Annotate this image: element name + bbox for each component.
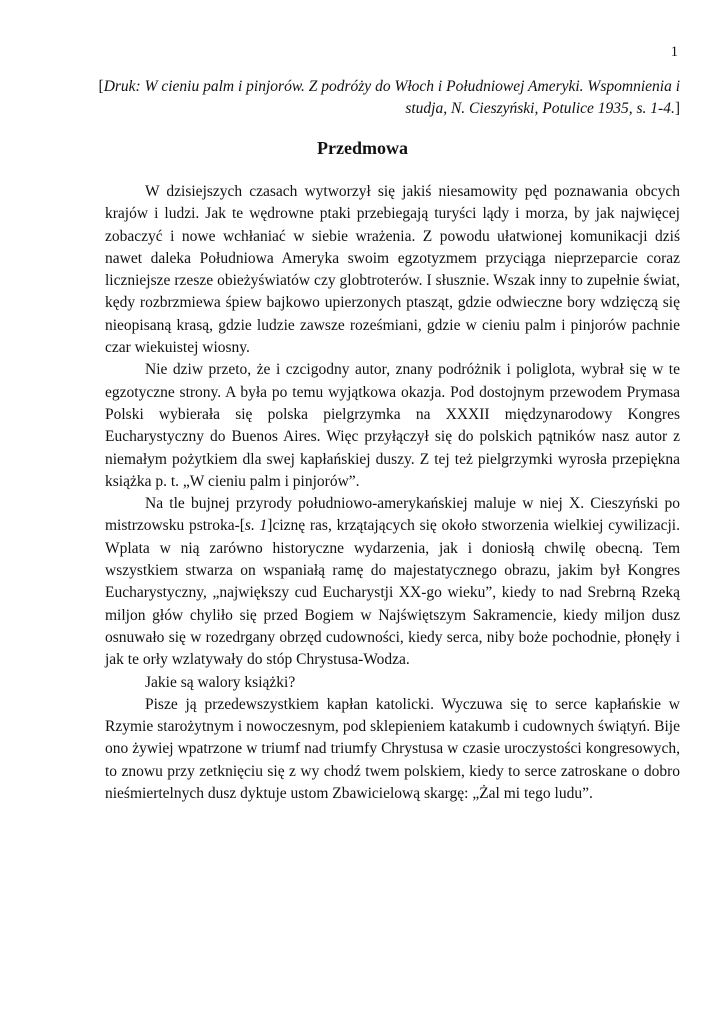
- paragraph-2: Nie dziw przeto, że i czcigodny autor, znany podróżnik i poliglota, wybrał się w te egzotyczne strony. A była po temu wyjątkowa okazja. Pod dostojnym przewodem Prymasa Polski wybierała się polska pielgrzymka na XXXII międzynarodowy Kongres Eucharystyczny do Buenos Aires. Więc przyłączył się do polskich pątników nasz autor z niemałym pożytkiem dla swej kapłańskiej duszy. Z tej też pielgrzymki wyrosła przepiękna książka p. t. „W cieniu palm i pinjorów”.: [105, 361, 680, 490]
- citation-text: Druk: W cieniu palm i pinjorów. Z podróży do Włoch i Południowej Ameryki. Wspomnienia i studja, N. Cieszyński, Potulice 1935, s. 1-4.: [103, 78, 680, 117]
- paragraph-1: W dzisiejszych czasach wytworzył się jakiś niesamowity pęd poznawania obcych krajów i ludzi. Jak te wędrowne ptaki przebiegają turyści lądy i morza, by jak najwięcej zobaczyć i nowe wchłaniać w siebie wrażenia. Z powodu ułatwionej komunikacji dziś nawet daleka Południowa Ameryka swoim egzotyzmem przyciąga nieprzeparcie coraz liczniejsze rzesze obieżyświatów czy globtroterów. I słusznie. Wszak inny to zupełnie świat, kędy rozbrzmiewa śpiew bajkowo upierzonych ptasząt, gdzie odwieczne bory wdzięczą się nieopisaną krasą, gdzie ludzie zawsze roześmiani, gdzie w cieniu palm i pinjorów pachnie czar wiekuistej wiosny.: [105, 183, 680, 357]
- paragraph-3-part-2: ]ciznę ras, krzątających się około stworzenia wielkiej cywilizacji. Wplata w nią zarówno historyczne wydarzenia, jak i doniosłą chwilę obecną. Tem wszystkiem stwarza on wspaniałą ramę do majestatycznego obrazu, jakim był Kongres Eucharystyczny, „największy cud Eucharystji XX-go wieku”, kiedy to nad Srebrną Rzeką miljon głów chyliło się przed Bogiem w Najświętszym Sakramencie, kiedy miljon dusz osnuwało się w rozedrgany obrzęd cudowności, kiedy serca, niby boże pochodnie, płonęły i jak te orły wzlatywały do stóp Chrystusa-Wodza.: [105, 517, 680, 669]
- citation-close-bracket: ]: [674, 100, 680, 117]
- paragraph-5: Pisze ją przedewszystkiem kapłan katolicki. Wyczuwa się to serce kapłańskie w Rzymie starożytnym i nowoczesnym, pod sklepieniem katakumb i cudownych świątyń. Bije ono żywiej wpatrzone w triumf nad triumfy Chrystusa w czasie uroczystości kongresowych, to znowu przy zetknięciu się z wy chodź twem polskiem, kiedy to serce zatroskane o dobro nieśmiertelnych dusz dyktuje ustom Zbawicielową skargę: „Żal mi tego ludu”.: [105, 695, 680, 803]
- page-marker: s. 1: [244, 517, 268, 535]
- paragraph-3: [105, 493, 680, 671]
- page-title: Przedmowa: [317, 138, 408, 158]
- paragraph-3-part-1: Na tle bujnej przyrody południowo-amerykańskiej maluje w niej X. Cieszyński po mistrzowsku pstroka-[: [105, 495, 680, 535]
- page-number: 1: [670, 44, 678, 60]
- body-text: [105, 181, 680, 805]
- source-citation: [80, 76, 680, 120]
- paragraph-4: Jakie są walory książki?: [145, 673, 296, 691]
- citation-open-bracket: [: [98, 78, 104, 95]
